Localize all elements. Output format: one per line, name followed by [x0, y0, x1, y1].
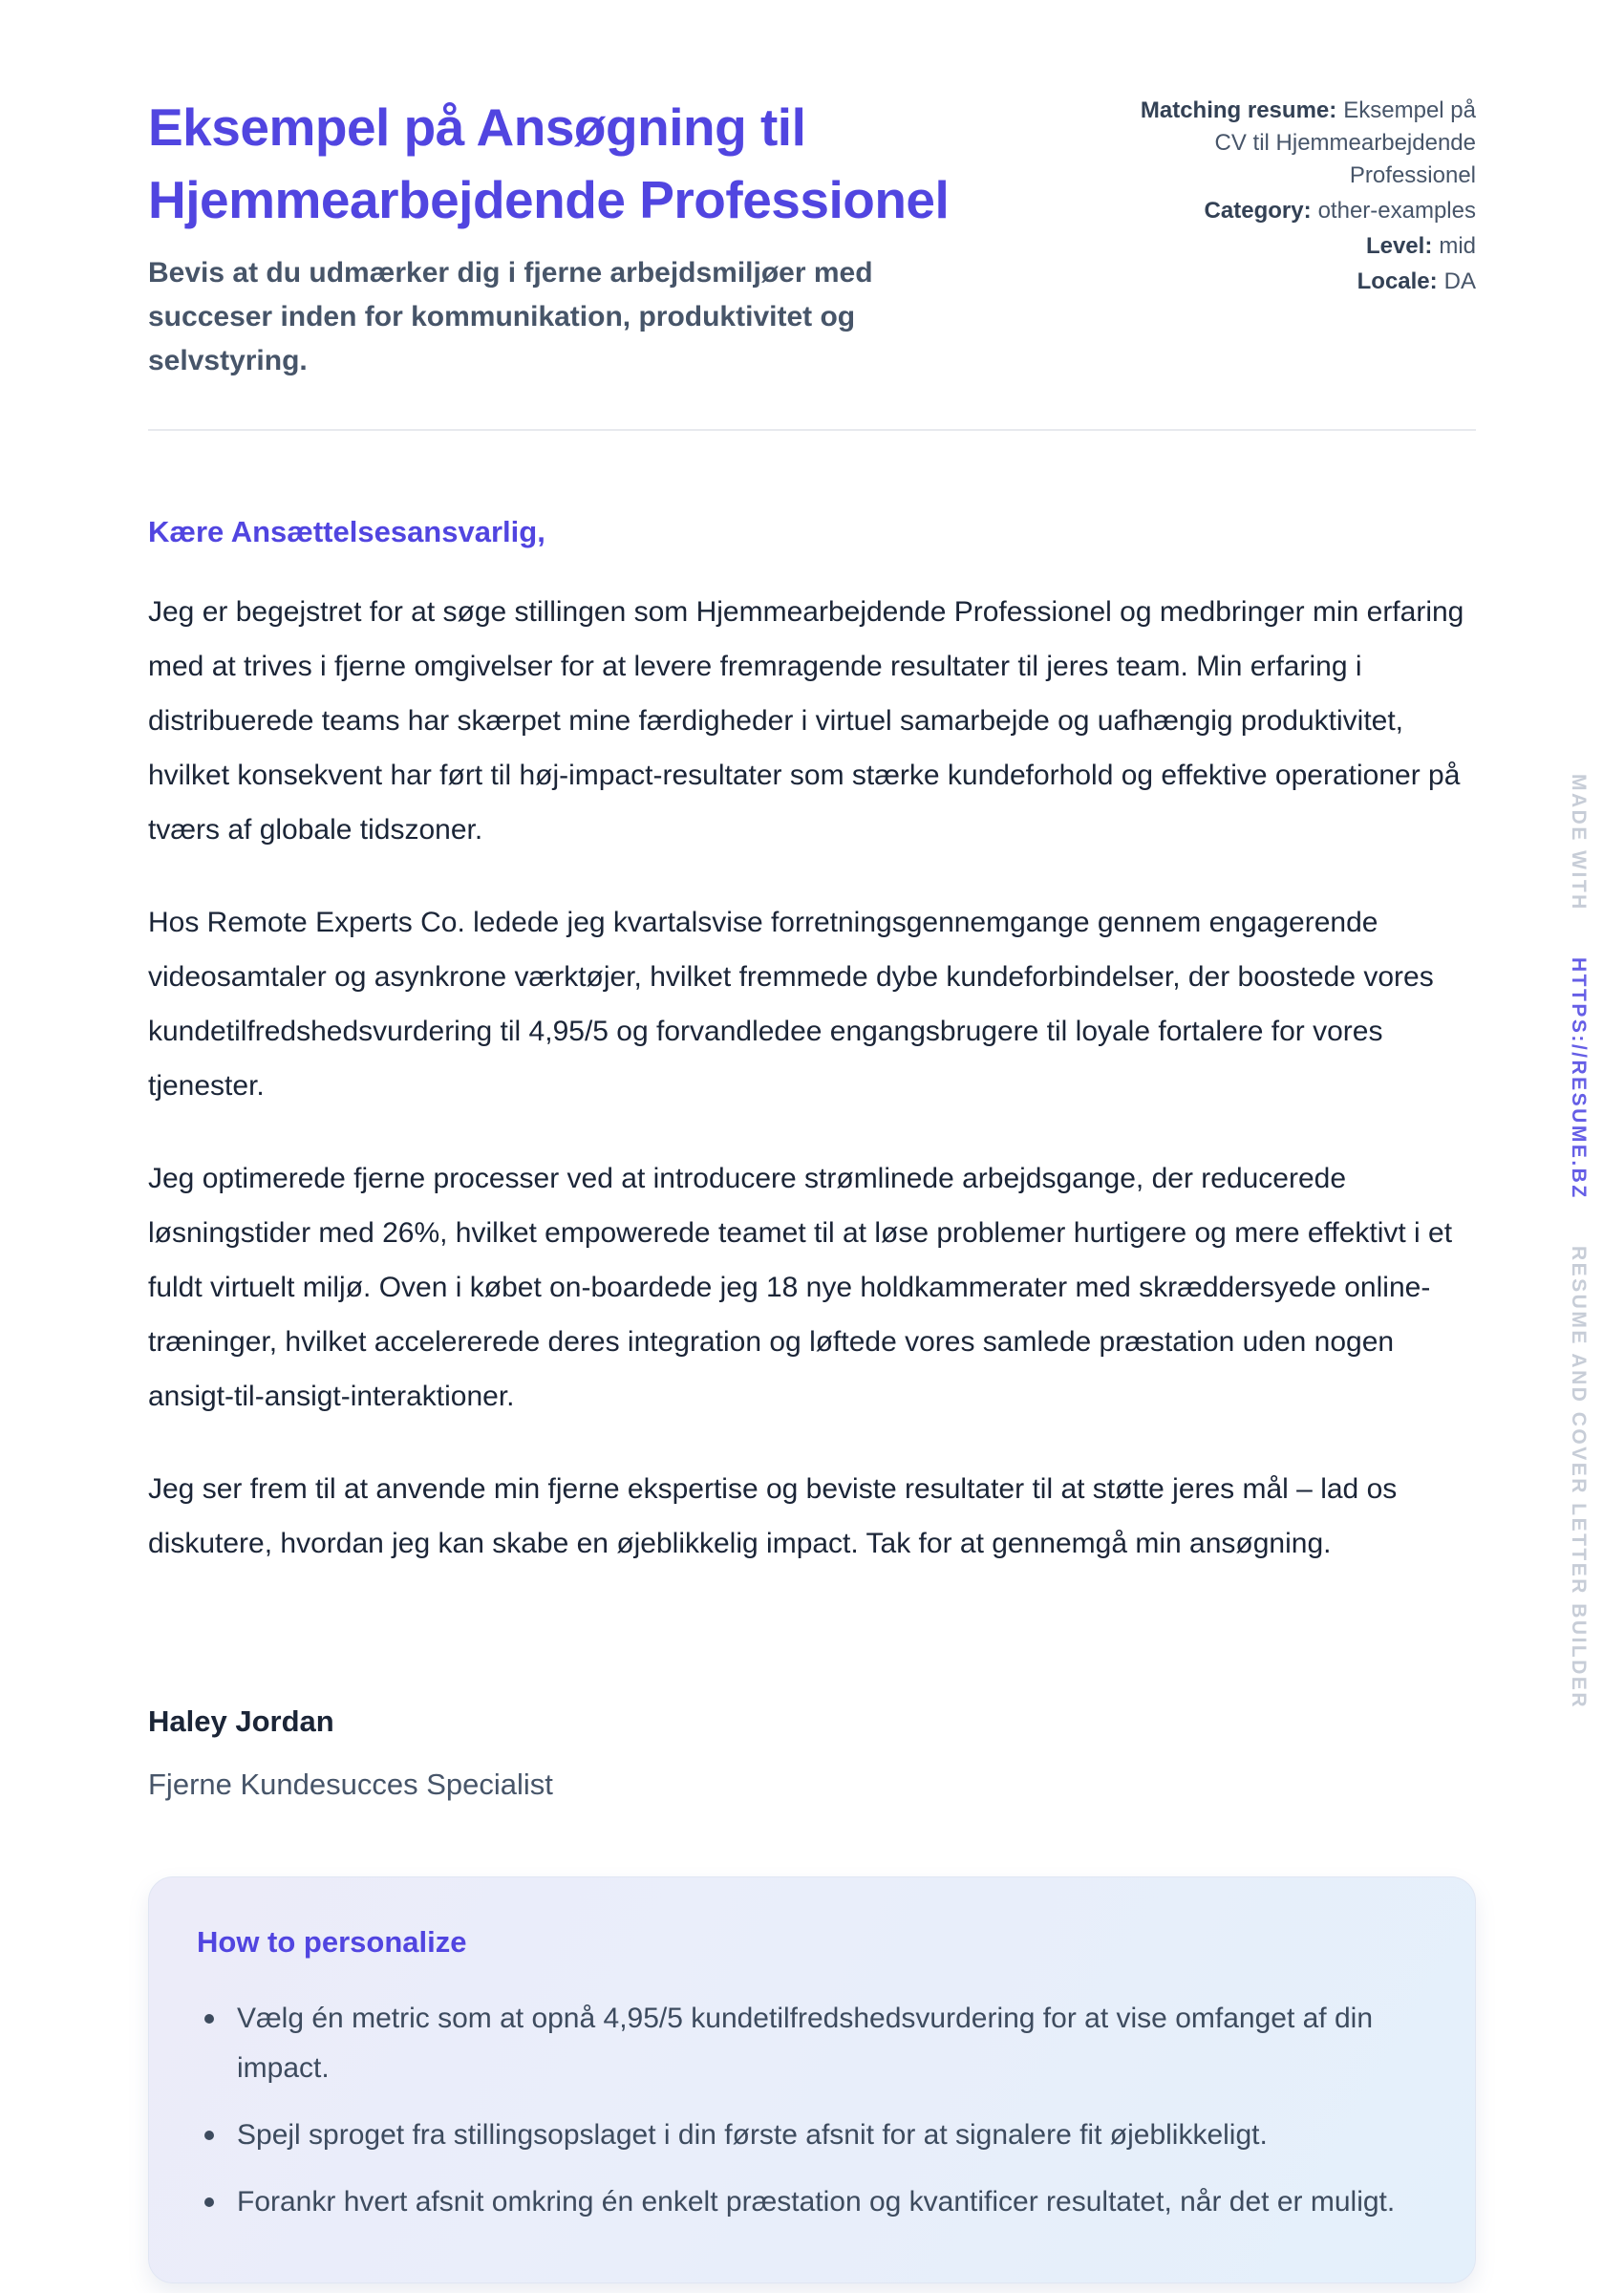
bullet-icon	[204, 2197, 214, 2207]
bullet-icon	[204, 2131, 214, 2140]
resume-bz-link[interactable]: HTTPS://RESUME.BZ	[1568, 957, 1590, 1200]
letter-paragraph: Jeg optimerede fjerne processer ved at introducere strømlinede arbejdsgange, der reducerede løsningstider med 26%, hvilket empowerede teamet til at løse problemer hurtigere og mere effektivt i et fuldt virtuelt miljø. Oven i købet on-boardede jeg 18 nye holdkammerater med skræddersyede online-træninger, hvilket accelererede deres integration og løftede vores samlede præstation uden nogen ansigt-til-ansigt-interaktioner.	[148, 1163, 1453, 1412]
meta-label: Level:	[1365, 233, 1433, 259]
signature-title: Fjerne Kundesucces Specialist	[148, 1768, 553, 1801]
letter-greeting: Kære Ansættelsesansvarlig,	[148, 515, 545, 548]
tips-heading: How to personalize	[197, 1925, 467, 1959]
signature-name: Haley Jordan	[148, 1704, 334, 1738]
signature-block	[148, 1704, 1476, 1802]
metadata-panel	[1113, 95, 1476, 301]
list-item	[197, 1994, 1418, 2093]
meta-level	[1113, 230, 1476, 263]
meta-matching-resume	[1113, 95, 1476, 192]
tip-text: Vælg én metric som at opnå 4,95/5 kundetilfredshedsvurdering for at vise omfanget af din impact.	[237, 2003, 1373, 2084]
list-item	[197, 2111, 1418, 2160]
meta-label: Category:	[1204, 198, 1312, 224]
meta-value: DA	[1443, 268, 1476, 294]
watermark-prefix: MADE WITH	[1568, 774, 1590, 911]
letter-paragraph: Jeg ser frem til at anvende min fjerne ekspertise og beviste resultater til at støtte jeres mål – lad os diskutere, hvordan jeg kan skabe en øjeblikkelig impact. Tak for at gennemgå min ansøgning.	[148, 1473, 1398, 1559]
page-title: Eksempel på Ansøgning til Hjemmearbejdende Professionel	[148, 97, 950, 229]
how-to-personalize-box	[148, 1876, 1476, 2283]
watermark-suffix: RESUME AND COVER LETTER BUILDER	[1568, 1246, 1590, 1710]
page-subtitle: Bevis at du udmærker dig i fjerne arbejdsmiljøer med succeser inden for kommunikation, produktivitet og selvstyring.	[148, 257, 873, 376]
made-with-watermark	[1567, 755, 1590, 1728]
meta-label: Locale:	[1357, 268, 1438, 294]
tip-text: Forankr hvert afsnit omkring én enkelt præstation og kvantificer resultatet, når det er muligt.	[237, 2186, 1396, 2218]
meta-locale	[1113, 266, 1476, 298]
meta-label: Matching resume:	[1140, 97, 1337, 123]
header-divider	[148, 429, 1476, 431]
letter-paragraph: Hos Remote Experts Co. ledede jeg kvartalsvise forretningsgennemgange gennem engagerende videosamtaler og asynkrone værktøjer, hvilket fremmede dybe kundeforbindelser, der boostede vores kundetilfredshedsvurdering til 4,95/5 og forvandledee engangsbrugere til loyale fortalere for vores tjenester.	[148, 907, 1434, 1102]
bullet-icon	[204, 2014, 214, 2024]
tip-text: Spejl sproget fra stillingsopslaget i din første afsnit for at signalere fit øjeblikkeligt.	[237, 2119, 1268, 2151]
meta-value: other-examples	[1317, 198, 1476, 224]
header-title-block	[148, 91, 1056, 383]
meta-category	[1113, 195, 1476, 227]
page-header	[148, 91, 1476, 383]
tips-list	[197, 1994, 1418, 2227]
letter-body	[148, 515, 1476, 1802]
letter-paragraph: Jeg er begejstret for at søge stillingen som Hjemmearbejdende Professionel og medbringer min erfaring med at trives i fjerne omgivelser for at levere fremragende resultater til jeres team. Min erfaring i distribuerede teams har skærpet mine færdigheder i virtuel samarbejde og uafhængig produktivitet, hvilket konsekvent har ført til høj-impact-resultater som stærke kundeforhold og effektive operationer på tværs af globale tidszoner.	[148, 596, 1464, 846]
meta-value: mid	[1439, 233, 1476, 259]
meta-value: Eksempel på CV til Hjemmearbejdende Professionel	[1214, 97, 1476, 188]
list-item	[197, 2177, 1418, 2227]
